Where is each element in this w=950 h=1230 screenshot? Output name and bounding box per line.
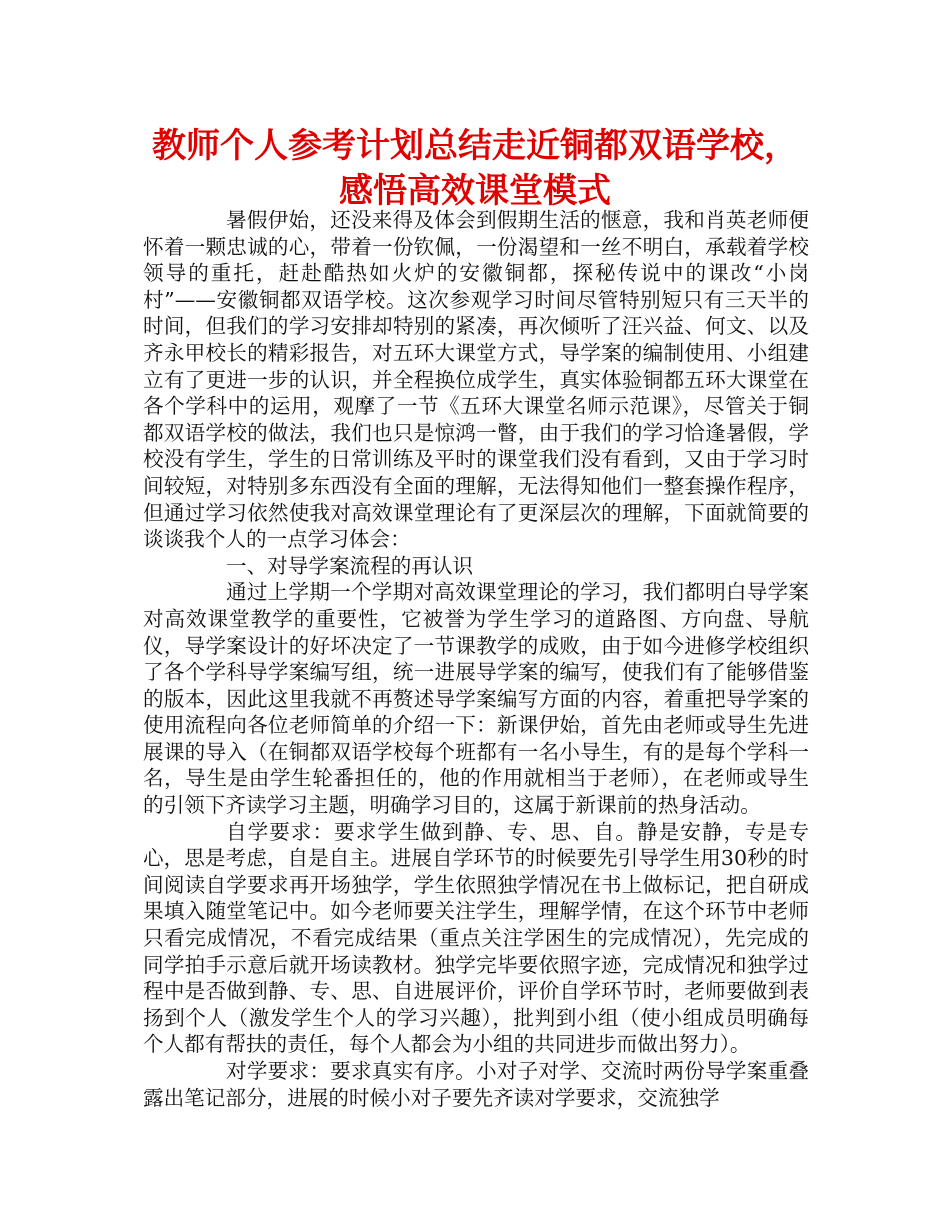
- section-heading: 一、对导学案流程的再认识: [226, 553, 474, 578]
- document-title: 教师个人参考计划总结走近铜都双语学校，感悟高效课堂模式: [152, 126, 798, 211]
- paragraph-intro: 暑假伊始，还没来得及体会到假期生活的惬意，我和肖英老师便怀着一颗忠诚的心，带着一份钦佩，一份渴望和一丝不明白，承载着学校领导的重托，赶赴酷热如火炉的安徽铜都，探秘传说中的课改“小岗村”——安徽铜都双语学校。这次参观学习时间尽管特别短只有三天半的时间，但我们的学习安排却特别的紧凑，再次倾听了汪兴益、何文、以及齐永甲校长的精彩报告，对五环大课堂方式，导学案的编制使用、小组建立有了更进一步的认识，并全程换位成学生，真实体验铜都五环大课堂在各个学科中的运用，观摩了一节《五环大课堂名师示范课》，尽管关于铜都双语学校的做法，我们也只是惊鸿一瞥，由于我们的学习恰逢暑假，学校没有学生，学生的日常训练及平时的课堂我们没有看到，又由于学习时间较短，对特别多东西没有全面的理解，无法得知他们一整套操作程序，但通过学习依然使我对高效课堂理论有了更深层次的理解，下面就简要的谈谈我个人的一点学习体会：: [143, 208, 809, 552]
- paragraph-self-study: 自学要求：要求学生做到静、专、思、自。静是安静，专是专心，思是考虑，自是自主。进展自学环节的时候要先引导学生用30秒的时间阅读自学要求再开场独学，学生依照独学情况在书上做标记，把自研成果填入随堂笔记中。如今老师要关注学生，理解学情，在这个环节中老师只看完成情况，不看完成结果（重点关注学困生的完成情况），先完成的同学拍手示意后就开场读教材。独学完毕要依照字迹，完成情况和独学过程中是否做到静、专、思、自进展评价，评价自学环节时，老师要做到表扬到个人（激发学生个人的学习兴趣），批判到小组（使小组成员明确每个人都有帮扶的责任，每个人都会为小组的共同进步而做出努力）。: [143, 819, 809, 1057]
- paragraph-pair-study: 对学要求：要求真实有序。小对子对学、交流时两份导学案重叠露出笔记部分，进展的时候小对子要先齐读对学要求，交流独学: [143, 1059, 809, 1110]
- document-body: [143, 207, 809, 1111]
- paragraph-guide-process: 通过上学期一个学期对高效课堂理论的学习，我们都明白导学案对高效课堂教学的重要性，它被誉为学生学习的道路图、方向盘、导航仪，导学案设计的好坏决定了一节课教学的成败，由于如今进修学校组织了各个学科导学案编写组，统一进展导学案的编写，使我们有了能够借鉴的版本，因此这里我就不再赘述导学案编写方面的内容，着重把导学案的使用流程向各位老师简单的介绍一下：新课伊始，首先由老师或导生先进展课的导入（在铜都双语学校每个班都有一名小导生，有的是每个学科一名，导生是由学生轮番担任的，他的作用就相当于老师），在老师或导生的引领下齐读学习主题，明确学习目的，这属于新课前的热身活动。: [143, 580, 809, 818]
